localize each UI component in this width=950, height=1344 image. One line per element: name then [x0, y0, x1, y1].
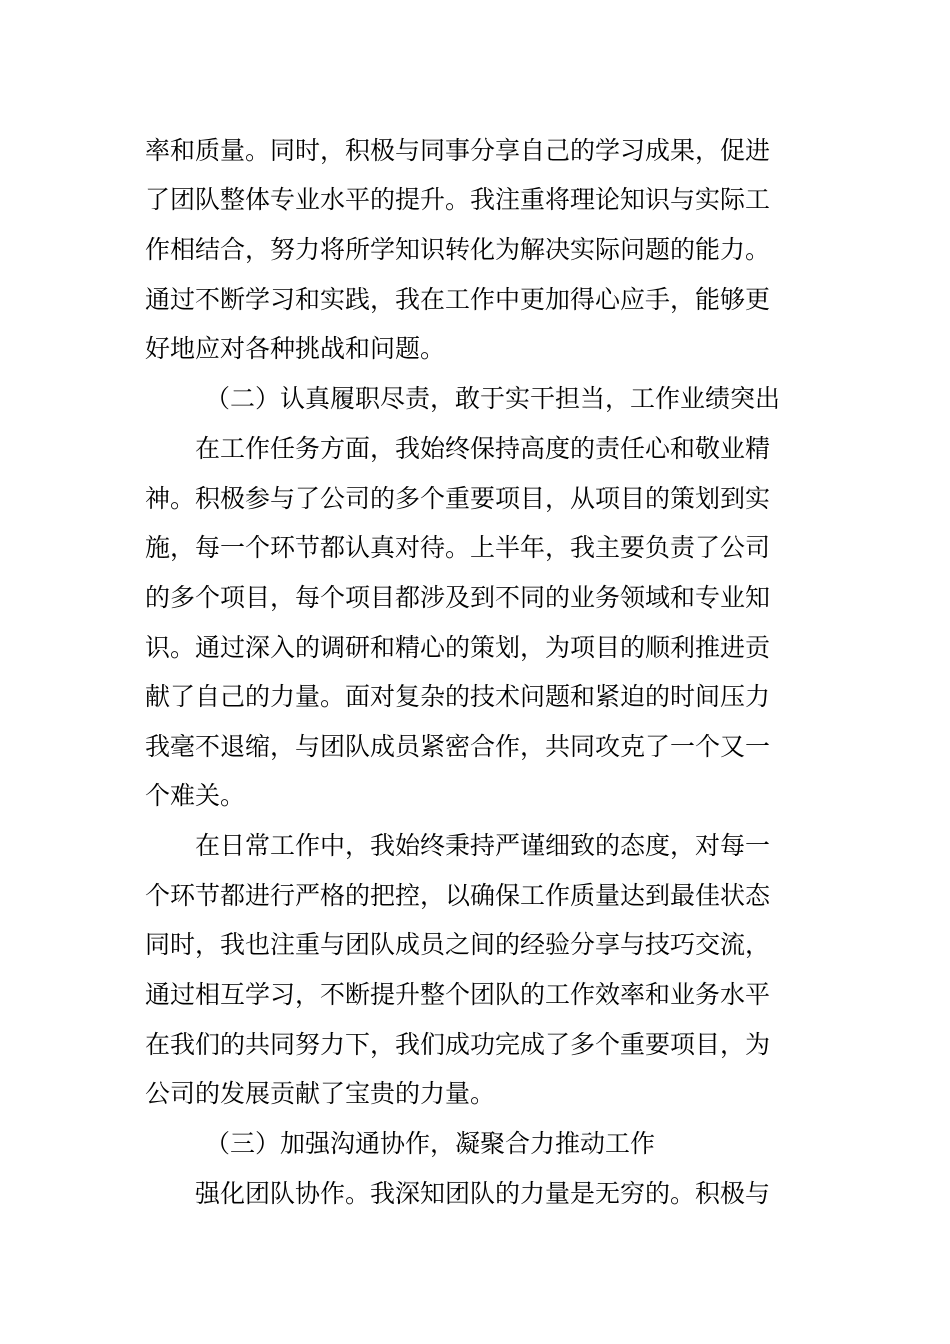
body-line: 个环节都进行严格的把控，以确保工作质量达到最佳状态	[145, 881, 771, 910]
body-line: 通过相互学习，不断提升整个团队的工作效率和业务水平	[145, 980, 771, 1009]
body-line: 个难关。	[145, 781, 246, 810]
body-line: 献了自己的力量。面对复杂的技术问题和紧迫的时间压力	[145, 682, 771, 711]
body-line: 通过不断学习和实践，我在工作中更加得心应手，能够更	[145, 285, 771, 314]
body-line: 了团队整体专业水平的提升。我注重将理论知识与实际工	[145, 185, 771, 214]
section-heading-3: （三）加强沟通协作，凝聚合力推动工作	[205, 1129, 656, 1158]
section-heading-2: （二）认真履职尽责，敢于实干担当，工作业绩突出	[205, 384, 781, 413]
body-line: 作相结合，努力将所学知识转化为解决实际问题的能力。	[145, 235, 771, 264]
body-line: 我毫不退缩，与团队成员紧密合作，共同攻克了一个又一	[145, 732, 771, 761]
body-line: 施，每一个环节都认真对待。上半年，我主要负责了公司	[145, 533, 771, 562]
body-line: 神。积极参与了公司的多个重要项目，从项目的策划到实	[145, 484, 771, 513]
body-line: 在我们的共同努力下，我们成功完成了多个重要项目，为	[145, 1030, 771, 1059]
paragraph-first-line: 在工作任务方面，我始终保持高度的责任心和敬业精	[195, 434, 771, 463]
body-line: 的多个项目，每个项目都涉及到不同的业务领域和专业知	[145, 583, 771, 612]
paragraph-first-line: 强化团队协作。我深知团队的力量是无穷的。积极与	[195, 1179, 771, 1208]
body-line: 公司的发展贡献了宝贵的力量。	[145, 1079, 496, 1108]
paragraph-first-line: 在日常工作中，我始终秉持严谨细致的态度，对每一	[195, 831, 771, 860]
body-line: 识。通过深入的调研和精心的策划，为项目的顺利推进贡	[145, 633, 771, 662]
body-line: 好地应对各种挑战和问题。	[145, 334, 446, 363]
body-line: 同时，我也注重与团队成员之间的经验分享与技巧交流，	[145, 930, 771, 959]
body-line: 率和质量。同时，积极与同事分享自己的学习成果，促进	[145, 136, 771, 165]
